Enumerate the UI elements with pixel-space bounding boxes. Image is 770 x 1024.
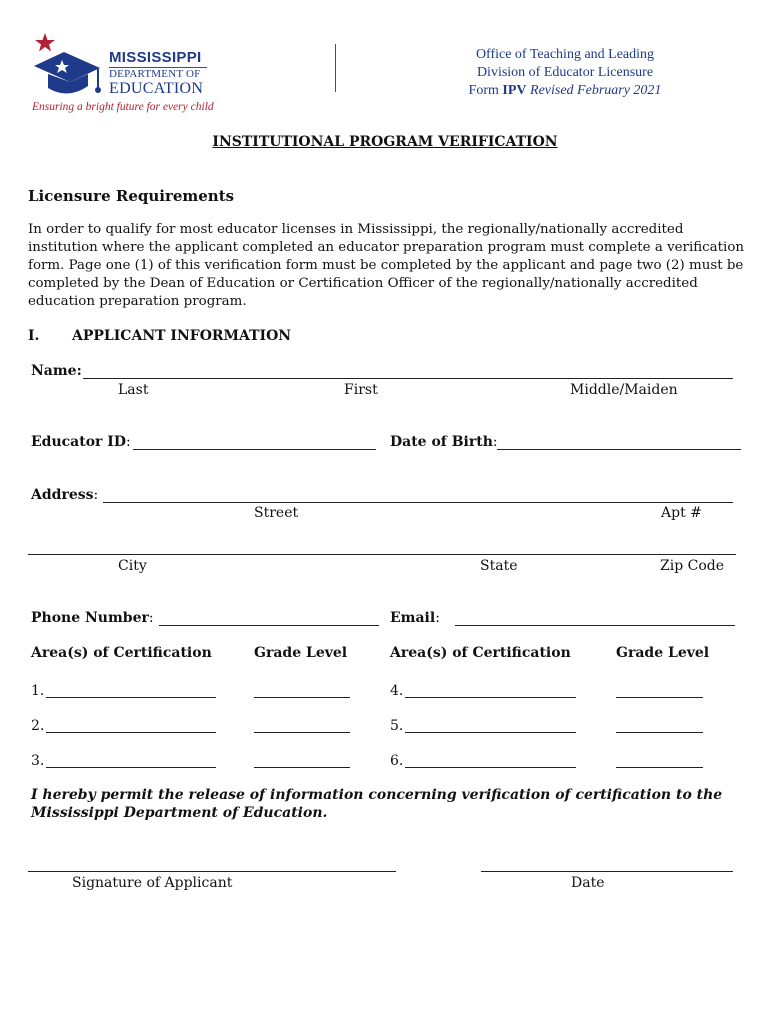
requirements-body: In order to qualify for most educator licenses in Mississippi, the regionally/nationally accredited institution where the applicant completed an educator preparation program must complete a verification form. Page one (1) of this verification form must be completed by the applicant and page two (2) must be completed by the Dean of Education or Certification Officer of the regionally/nationally accredited education preparation program. <box>28 222 745 309</box>
cert-area-field[interactable] <box>405 732 576 733</box>
section-number: I. <box>28 328 40 344</box>
email-field[interactable] <box>455 625 735 626</box>
form-code: IPV <box>502 83 527 98</box>
logo-tagline: Ensuring a bright future for every child <box>32 101 214 113</box>
address-zip-sub: Zip Code <box>660 558 725 574</box>
requirements-heading: Licensure Requirements <box>28 187 235 205</box>
cert-area-field[interactable] <box>405 697 576 698</box>
address-label: Address: <box>31 487 99 503</box>
signature-field[interactable] <box>28 871 396 872</box>
revised-date: Revised February 2021 <box>530 83 662 98</box>
cert-row-number: 2. <box>31 718 45 734</box>
cert-area-field[interactable] <box>46 732 216 733</box>
address-apt-sub: Apt # <box>661 505 702 521</box>
logo-text-department: DEPARTMENT OF <box>109 68 201 80</box>
date-field[interactable] <box>481 871 733 872</box>
address-street-field[interactable] <box>103 502 733 503</box>
cert-row-number: 1. <box>31 683 45 699</box>
header-divider <box>335 44 336 92</box>
header-division: Division of Educator Licensure <box>476 65 654 80</box>
dob-label: Date of Birth: <box>390 434 498 450</box>
cert-grade-field[interactable] <box>254 732 350 733</box>
header-office: Office of Teaching and Leading <box>475 47 655 62</box>
logo-text-education: EDUCATION <box>109 80 204 97</box>
cert-grade-field[interactable] <box>616 697 703 698</box>
cert-row-number: 5. <box>390 718 404 734</box>
educator-id-label: Educator ID: <box>31 434 131 450</box>
section-title: APPLICANT INFORMATION <box>72 328 292 344</box>
cert-area-header-left: Area(s) of Certification <box>31 645 212 661</box>
cert-grade-field[interactable] <box>254 697 350 698</box>
cert-row-number: 4. <box>390 683 404 699</box>
release-statement: I hereby permit the release of information concerning verification of certification to the Mississippi Department of Education. <box>31 787 723 821</box>
address-city-sub: City <box>118 558 147 574</box>
cert-grade-header-right: Grade Level <box>616 645 710 661</box>
name-sub-last: Last <box>118 382 149 398</box>
name-label: Name: <box>31 363 82 379</box>
signature-label: Signature of Applicant <box>72 875 233 891</box>
dob-field[interactable] <box>497 449 741 450</box>
email-label: Email: <box>390 610 440 626</box>
name-field[interactable] <box>83 378 733 379</box>
cert-area-header-right: Area(s) of Certification <box>390 645 571 661</box>
date-label: Date <box>571 875 605 891</box>
page-title: INSTITUTIONAL PROGRAM VERIFICATION <box>212 134 558 150</box>
cert-area-field[interactable] <box>46 767 216 768</box>
educator-id-field[interactable] <box>133 449 376 450</box>
header-form: Form IPV Revised February 2021 <box>468 83 662 98</box>
header-office-block <box>440 46 690 100</box>
cert-area-field[interactable] <box>405 767 576 768</box>
address-street-sub: Street <box>254 505 299 521</box>
phone-label: Phone Number: <box>31 610 154 626</box>
phone-field[interactable] <box>159 625 379 626</box>
cert-row-number: 6. <box>390 753 404 769</box>
graduation-cap-icon <box>28 30 108 108</box>
cert-grade-header-left: Grade Level <box>254 645 348 661</box>
name-sub-first: First <box>344 382 378 398</box>
cert-area-field[interactable] <box>46 697 216 698</box>
address-city-field[interactable] <box>28 554 736 555</box>
cert-grade-field[interactable] <box>616 767 703 768</box>
cert-row-number: 3. <box>31 753 45 769</box>
address-state-sub: State <box>480 558 518 574</box>
cert-grade-field[interactable] <box>254 767 350 768</box>
mde-logo <box>28 30 228 120</box>
logo-text-mississippi: MISSISSIPPI <box>109 49 202 66</box>
name-sub-middle: Middle/Maiden <box>570 382 678 398</box>
cert-grade-field[interactable] <box>616 732 703 733</box>
